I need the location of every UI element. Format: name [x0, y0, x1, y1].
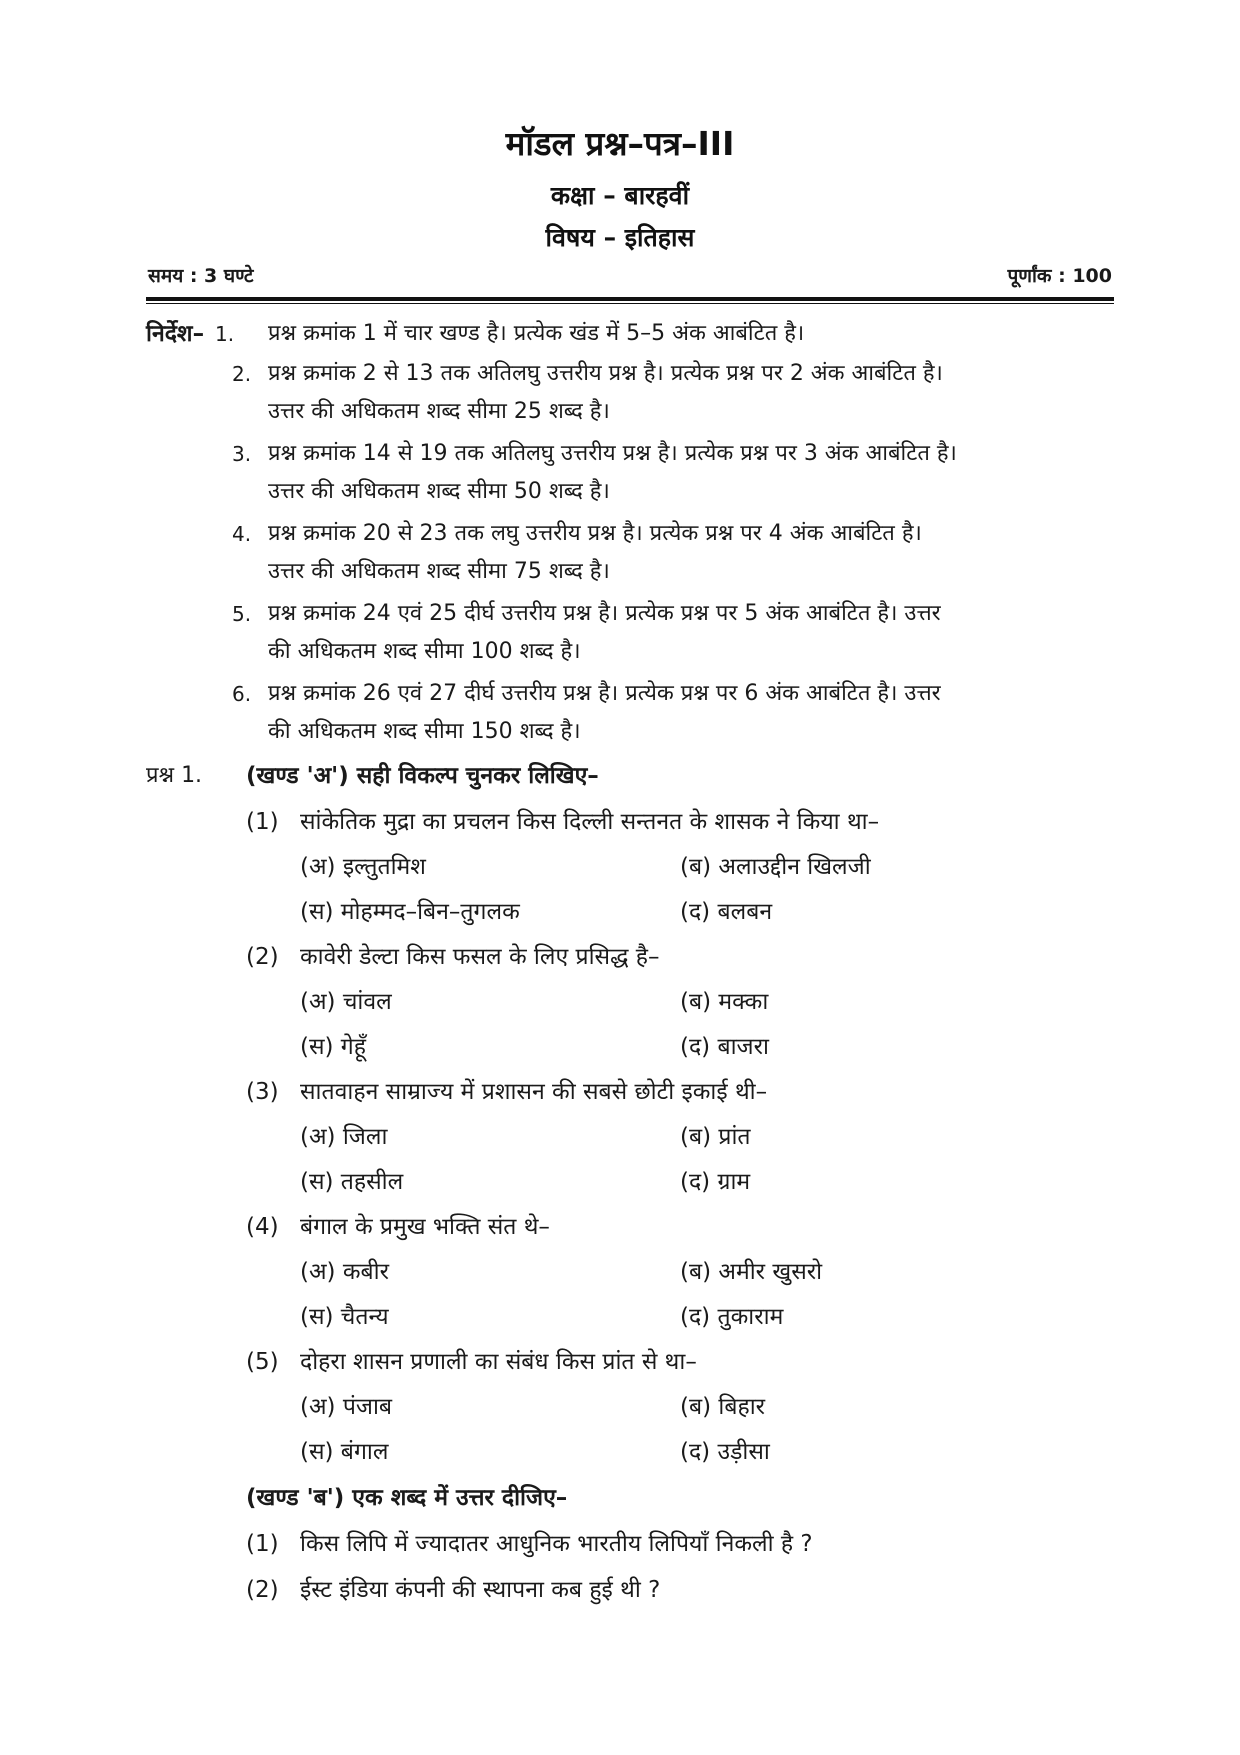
- mcq-option: (स) चैतन्य: [300, 1304, 389, 1330]
- one-word-number: (1): [246, 1531, 279, 1557]
- instruction-line: प्रश्न क्रमांक 2 से 13 तक अतिलघु उत्तरीय प्रश्न है। प्रत्येक प्रश्न पर 2 अंक आबंटित है।: [268, 361, 943, 386]
- mcq-question: बंगाल के प्रमुख भक्ति संत थे–: [300, 1214, 550, 1240]
- instruction-line: उत्तर की अधिकतम शब्द सीमा 50 शब्द है।: [268, 479, 610, 504]
- instruction-line: की अधिकतम शब्द सीमा 150 शब्द है।: [268, 719, 581, 744]
- mcq-number: (5): [246, 1349, 279, 1375]
- mcq-option: (अ) जिला: [300, 1124, 388, 1150]
- mcq-number: (2): [246, 944, 279, 970]
- class-line: कक्षा – बारहवीं: [550, 181, 690, 210]
- mcq-option: (ब) प्रांत: [680, 1124, 751, 1150]
- header-rule-thick: [146, 297, 1114, 301]
- mcq-option: (ब) बिहार: [680, 1394, 766, 1420]
- max-marks-label: पूर्णांक : 100: [1007, 265, 1112, 287]
- mcq-question: सांकेतिक मुद्रा का प्रचलन किस दिल्ली सन्तनत के शासक ने किया था–: [300, 809, 880, 835]
- instruction-num: 2.: [232, 362, 252, 386]
- one-word-number: (2): [246, 1577, 279, 1603]
- one-word-question: किस लिपि में ज्यादातर आधुनिक भारतीय लिपियाँ निकली है ?: [300, 1531, 813, 1557]
- instruction-line: प्रश्न क्रमांक 1 में चार खण्ड है। प्रत्येक खंड में 5–5 अंक आबंटित है।: [268, 321, 805, 346]
- header-rule-thin: [146, 303, 1114, 304]
- instruction-line: की अधिकतम शब्द सीमा 100 शब्द है।: [268, 639, 581, 664]
- instruction-line: प्रश्न क्रमांक 24 एवं 25 दीर्घ उत्तरीय प्रश्न है। प्रत्येक प्रश्न पर 5 अंक आबंटित है। उत्तर: [268, 601, 941, 626]
- section-b-heading: (खण्ड 'ब') एक शब्द में उत्तर दीजिए–: [246, 1485, 568, 1511]
- mcq-option: (द) बाजरा: [680, 1034, 769, 1060]
- one-word-question: ईस्ट इंडिया कंपनी की स्थापना कब हुई थी ?: [300, 1577, 661, 1603]
- section-a-heading: (खण्ड 'अ') सही विकल्प चुनकर लिखिए–: [246, 763, 599, 789]
- instruction-num: 6.: [232, 682, 252, 706]
- time-label: समय : 3 घण्टे: [148, 265, 254, 287]
- mcq-option: (ब) अलाउद्दीन खिलजी: [680, 854, 871, 880]
- instruction-num: 4.: [232, 522, 252, 546]
- mcq-number: (3): [246, 1079, 279, 1105]
- instruction-line: उत्तर की अधिकतम शब्द सीमा 25 शब्द है।: [268, 399, 610, 424]
- mcq-option: (अ) इल्तुतमिश: [300, 854, 426, 880]
- mcq-option: (ब) मक्का: [680, 989, 769, 1015]
- subject-line: विषय – इतिहास: [545, 223, 695, 252]
- mcq-question: दोहरा शासन प्रणाली का संबंध किस प्रांत से था–: [300, 1349, 697, 1375]
- mcq-number: (1): [246, 809, 279, 835]
- instruction-num: 3.: [232, 442, 252, 466]
- instruction-line: प्रश्न क्रमांक 26 एवं 27 दीर्घ उत्तरीय प्रश्न है। प्रत्येक प्रश्न पर 6 अंक आबंटित है। उत्तर: [268, 681, 941, 706]
- mcq-option: (द) उड़ीसा: [680, 1439, 770, 1465]
- question-label: प्रश्न 1.: [146, 763, 203, 788]
- paper-title: मॉडल प्रश्न–पत्र–III: [505, 124, 735, 163]
- instruction-line: उत्तर की अधिकतम शब्द सीमा 75 शब्द है।: [268, 559, 610, 584]
- instruction-line: प्रश्न क्रमांक 20 से 23 तक लघु उत्तरीय प्रश्न है। प्रत्येक प्रश्न पर 4 अंक आबंटित है।: [268, 521, 922, 546]
- mcq-option: (स) गेहूँ: [300, 1034, 366, 1060]
- instruction-num: 1.: [215, 322, 235, 346]
- mcq-option: (द) बलबन: [680, 899, 773, 925]
- mcq-option: (अ) चांवल: [300, 989, 392, 1015]
- mcq-question: सातवाहन साम्राज्य में प्रशासन की सबसे छोटी इकाई थी–: [300, 1079, 768, 1105]
- mcq-option: (अ) कबीर: [300, 1259, 389, 1285]
- mcq-option: (अ) पंजाब: [300, 1394, 393, 1420]
- mcq-number: (4): [246, 1214, 279, 1240]
- instructions-label: निर्देश–: [146, 321, 205, 347]
- mcq-option: (द) ग्राम: [680, 1169, 751, 1195]
- mcq-option: (स) मोहम्मद–बिन–तुगलक: [300, 899, 520, 925]
- instruction-line: प्रश्न क्रमांक 14 से 19 तक अतिलघु उत्तरीय प्रश्न है। प्रत्येक प्रश्न पर 3 अंक आबंटित है।: [268, 441, 957, 466]
- mcq-option: (द) तुकाराम: [680, 1304, 784, 1330]
- mcq-question: कावेरी डेल्टा किस फसल के लिए प्रसिद्ध है–: [300, 944, 660, 970]
- mcq-option: (ब) अमीर खुसरो: [680, 1259, 823, 1285]
- mcq-option: (स) बंगाल: [300, 1439, 389, 1465]
- mcq-option: (स) तहसील: [300, 1169, 404, 1195]
- instruction-num: 5.: [232, 602, 252, 626]
